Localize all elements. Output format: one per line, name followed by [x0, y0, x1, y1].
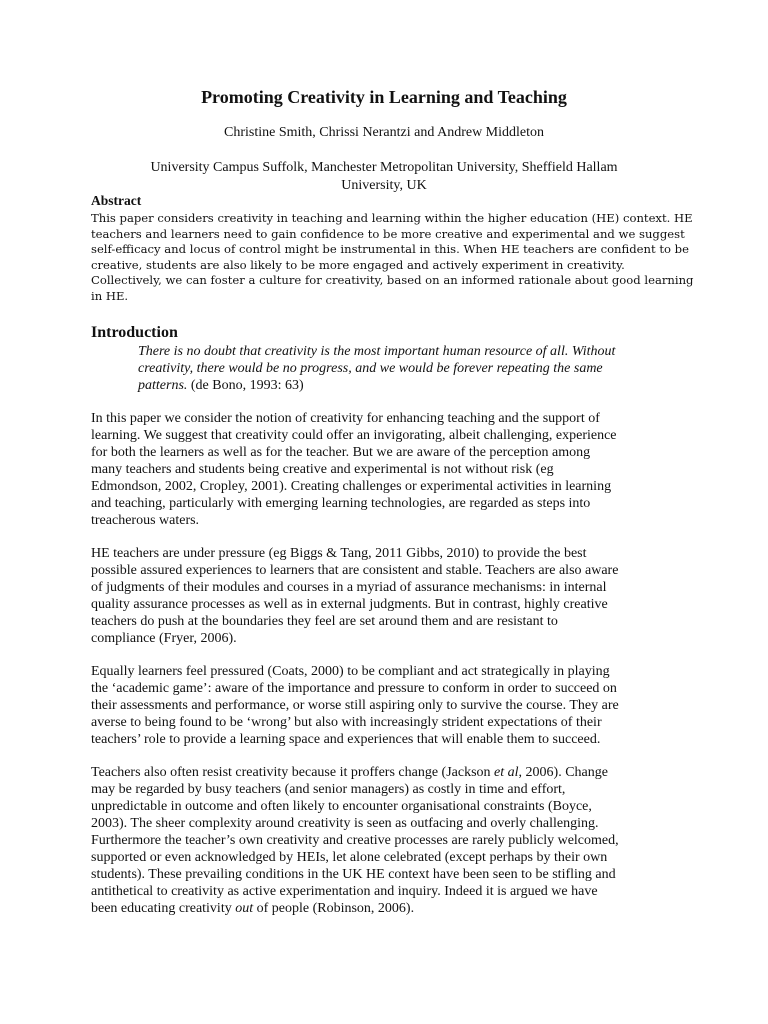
body-line: of judgments of their modules and courses in a myriad of assurance mechanisms: in internal [91, 580, 607, 595]
paper-affiliation [110, 159, 658, 195]
body-line: Furthermore the teacher’s own creativity and creative processes are rarely publicly welcomed, [91, 833, 619, 848]
body-line: 2003). The sheer complexity around creativity is seen as outfacing and overly challenging. [91, 816, 599, 831]
text-run: of people (Robinson, 2006). [253, 901, 415, 916]
quote-citation: (de Bono, 1993: 63) [187, 378, 304, 393]
body-line: Equally learners feel pressured (Coats, 2000) to be compliant and act strategically in playing [91, 664, 610, 679]
abstract-line: teachers and learners need to gain confidence to be more creative and experimental and we suggest [91, 226, 685, 241]
abstract-body [91, 211, 694, 304]
abstract-line: creative, students are also likely to be more engaged and actively experiment in creativity. [91, 257, 625, 272]
affiliation-line: University, UK [341, 178, 427, 193]
paragraph-2 [91, 545, 686, 647]
abstract-line: This paper considers creativity in teaching and learning within the higher education (HE) context. HE [91, 211, 693, 225]
body-line: compliance (Fryer, 2006). [91, 631, 237, 646]
paragraph-4 [91, 764, 686, 917]
body-line: In this paper we consider the notion of creativity for enhancing teaching and the support of [91, 411, 600, 426]
body-line: may be regarded by busy teachers (and senior managers) as costly in time and effort, [91, 782, 566, 797]
epigraph-quote [138, 343, 686, 394]
text-run: , 2006). Change [518, 765, 608, 780]
paper-authors: Christine Smith, Chrissi Nerantzi and Andrew Middleton [223, 125, 545, 140]
body-line: teachers do push at the boundaries they feel are set around them and are resistant to [91, 614, 558, 629]
body-line: antithetical to creativity as active experimentation and inquiry. Indeed it is argued we have [91, 884, 598, 899]
body-line: learning. We suggest that creativity could offer an invigorating, albeit challenging, experience [91, 428, 617, 443]
body-line [91, 900, 686, 917]
body-line: teachers’ role to provide a learning space and experiences that will enable them to succeed. [91, 732, 601, 747]
affiliation-line: University Campus Suffolk, Manchester Metropolitan University, Sheffield Hallam [150, 160, 618, 175]
quote-line [138, 377, 686, 394]
body-line: the ‘academic game’: aware of the importance and pressure to conform in order to succeed on [91, 681, 617, 696]
body-line: Edmondson, 2002, Cropley, 2001). Creating challenges or experimental activities in learning [91, 479, 612, 494]
body-line: unpredictable in outcome and often likely to encounter organisational constraints (Boyce, [91, 799, 592, 814]
body-line [91, 764, 686, 781]
body-line: HE teachers are under pressure (eg Biggs & Tang, 2011 Gibbs, 2010) to provide the best [91, 546, 587, 561]
body-line: many teachers and students being creative and experimental is not without risk (eg [91, 462, 554, 477]
text-run: been educating creativity [91, 901, 236, 916]
paper-title: Promoting Creativity in Learning and Teaching [201, 87, 567, 107]
introduction-heading: Introduction [91, 324, 178, 341]
body-line: their assessments and performance, or worse still aspiring only to survive the course. They are [91, 698, 619, 713]
body-line: for both the learners as well as for the teacher. But we are aware of the perception among [91, 445, 591, 460]
abstract-line: self-efficacy and locus of control might be instrumental in this. When HE teachers are confident to be [91, 242, 689, 256]
emphasis-text: out [235, 901, 254, 916]
quote-last-word: patterns. [138, 378, 188, 393]
quote-line: creativity, there would be no progress, and we would be forever repeating the same [138, 361, 603, 376]
abstract-line: in HE. [91, 288, 129, 303]
abstract-heading: Abstract [91, 193, 142, 208]
paragraph-3 [91, 663, 686, 748]
text-run: Teachers also often resist creativity because it proffers change (Jackson [91, 765, 495, 780]
body-line: and teaching, particularly with emerging learning technologies, are regarded as steps into [91, 496, 591, 511]
quote-line: There is no doubt that creativity is the most important human resource of all. Without [138, 344, 616, 359]
body-line: quality assurance processes as well as in external judgments. But in contrast, highly creative [91, 597, 608, 612]
body-line: possible assured experiences to learners that are consistent and stable. Teachers are also aware [91, 563, 619, 578]
paragraph-1 [91, 410, 686, 529]
emphasis-text: et al [494, 765, 519, 780]
body-line: averse to being found to be ‘wrong’ but also with increasingly strident expectations of their [91, 715, 602, 730]
body-line: supported or even acknowledged by HEIs, let alone celebrated (except perhaps by their own [91, 850, 608, 865]
body-line: students). These prevailing conditions in the UK HE context have been seen to be stifling and [91, 867, 616, 882]
abstract-line: Collectively, we can foster a culture for creativity, based on an informed rationale about good learning [91, 273, 694, 287]
body-line: treacherous waters. [91, 513, 200, 528]
